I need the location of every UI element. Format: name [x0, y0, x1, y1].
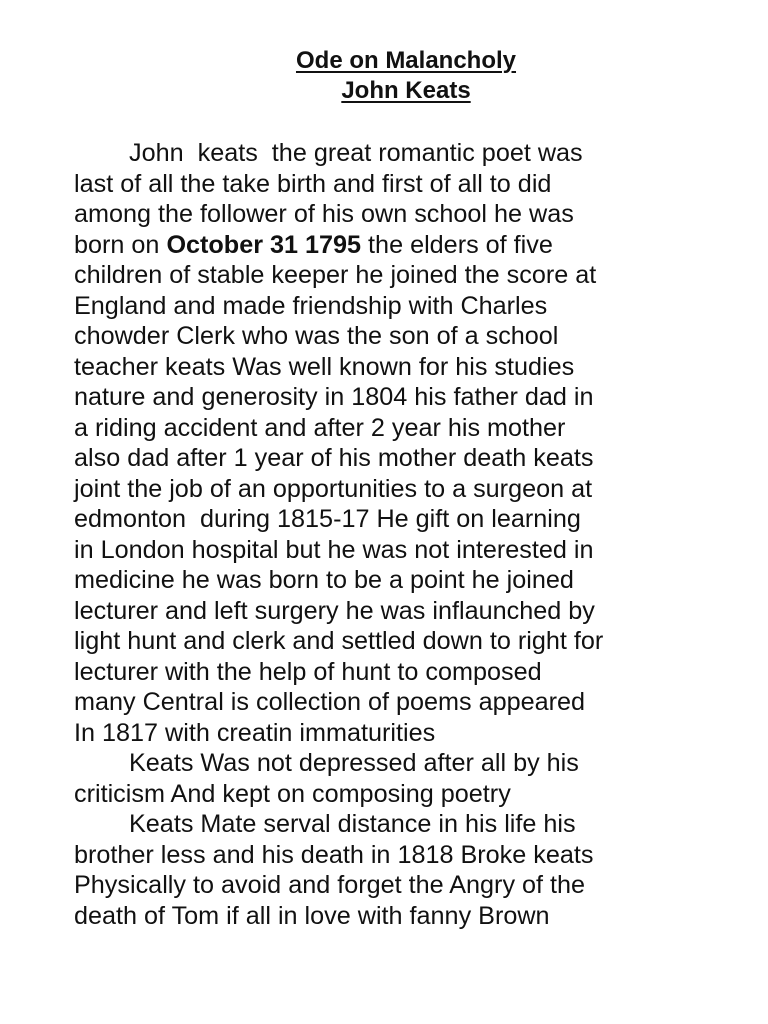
- text-line: John keats the great romantic poet was: [129, 139, 583, 167]
- text-line: light hunt and clerk and settled down to right for: [74, 627, 604, 655]
- text-line: children of stable keeper he joined the score at: [74, 261, 597, 289]
- text-line: in London hospital but he was not interested in: [74, 535, 594, 564]
- text-line: a riding accident and after 2 year his mother: [74, 413, 566, 442]
- text-line: also dad after 1 year of his mother death keats: [74, 444, 594, 472]
- paragraph-3: [74, 809, 694, 931]
- text-line: Keats Was not depressed after all by his: [129, 749, 579, 777]
- text-run: the elders of five: [361, 230, 553, 259]
- text-line: medicine he was born to be a point he joined: [74, 566, 574, 594]
- document-body: [74, 138, 694, 931]
- text-line: death of Tom if all in love with fanny Brown: [74, 901, 550, 930]
- text-line: many Central is collection of poems appeared: [74, 688, 586, 716]
- document-title: Ode on Malancholy: [295, 47, 517, 74]
- text-line: In 1817 with creatin immaturities: [74, 718, 436, 747]
- text-line: nature and generosity in 1804 his father dad in: [74, 383, 594, 411]
- text-line: teacher keats Was well known for his studies: [74, 352, 575, 381]
- text-line: last of all the take birth and first of all to did: [74, 169, 552, 198]
- text-line: lecturer with the help of hunt to composed: [74, 657, 542, 686]
- text-line: chowder Clerk who was the son of a school: [74, 322, 559, 350]
- text-line: among the follower of his own school he was: [74, 200, 574, 228]
- text-line: [74, 230, 694, 261]
- document-author: John Keats: [341, 77, 471, 104]
- text-line: brother less and his death in 1818 Broke keats: [74, 840, 594, 869]
- text-line: criticism And kept on composing poetry: [74, 779, 511, 808]
- text-line: lecturer and left surgery he was inflaunched by: [74, 596, 595, 625]
- text-run: born on: [74, 230, 167, 259]
- text-line: Keats Mate serval distance in his life his: [129, 810, 576, 838]
- text-line: England and made friendship with Charles: [74, 291, 548, 320]
- birth-date: October 31 1795: [166, 230, 362, 259]
- paragraph-2: [74, 748, 694, 809]
- text-line: edmonton during 1815-17 He gift on learning: [74, 505, 581, 533]
- text-line: joint the job of an opportunities to a surgeon at: [74, 474, 593, 503]
- text-line: Physically to avoid and forget the Angry of the: [74, 871, 586, 899]
- paragraph-1: [74, 138, 694, 748]
